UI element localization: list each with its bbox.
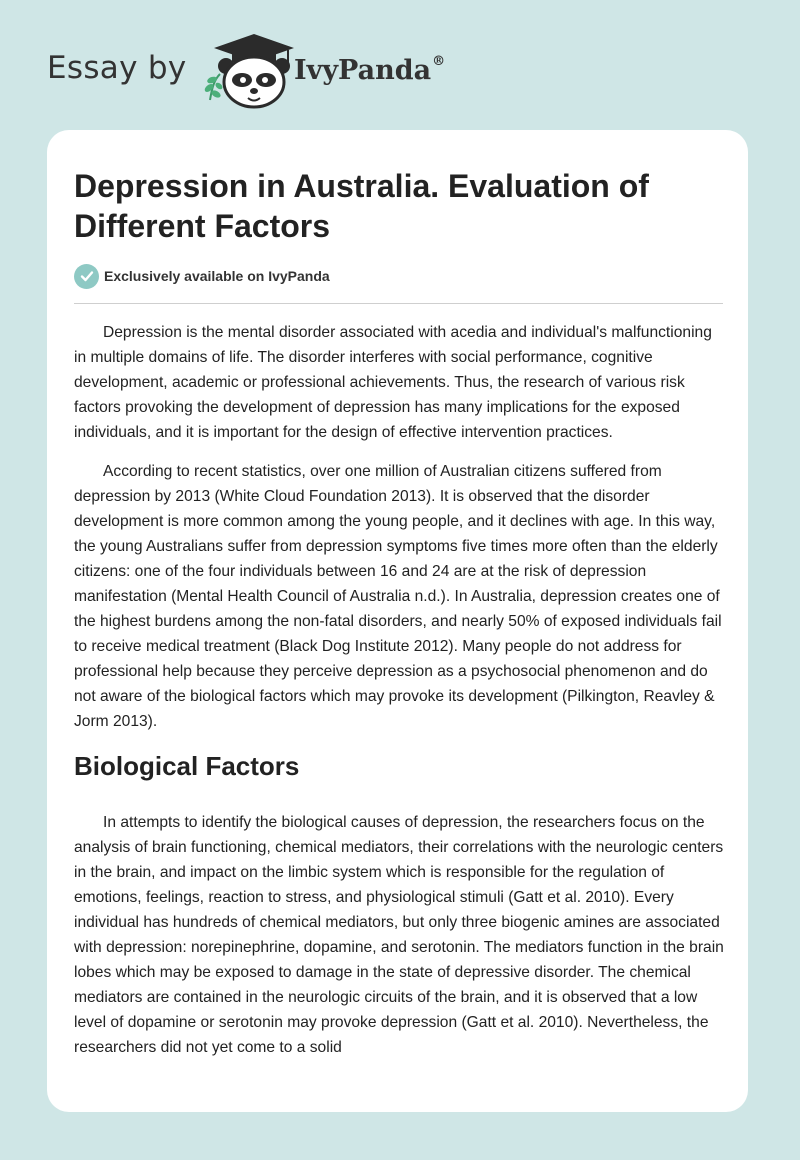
page-title: Depression in Australia. Evaluation of Different Factors [74,168,649,244]
registered-mark: ® [432,54,446,69]
paragraph: Depression is the mental disorder associated with acedia and individual's malfunctioning in multiple domains of life. The disorder interferes with social performance, cognitive development, academic or professional achievements. Thus, the research of various risk factors provoking the development of depression has many implications for the exposed individuals, and it is important for the design of effective intervention practices. [74,324,712,441]
checkmark-icon [74,264,99,289]
paragraph: In attempts to identify the biological causes of depression, the researchers focus on the analysis of brain functioning, chemical mediators, their correlations with the neurologic centers in the brain, and impact on the limbic system which is responsible for the regulation of emotions, feelings, reaction to stress, and physiological stimuli (Gatt et al. 2010). Every individual has hundreds of chemical mediators, but only three biogenic amines are associated with depression: norepinephrine, dopamine, and serotonin. The mediators function in the brain lobes which may be exposed to damage in the state of depressive disorder. The chemical mediators are contained in the neurologic circuits of the brain, and it is observed that a low level of dopamine or serotonin may provoke depression (Gatt et al. 2010). Nevertheless, the researchers did not yet come to a solid [74,814,724,1056]
divider [74,303,723,304]
site-header [0,0,800,130]
panda-graduate-logo-icon[interactable] [200,30,296,110]
ivypanda-brand-name[interactable]: IvyPanda® [294,54,446,86]
exclusive-badge [74,263,330,289]
paragraph: According to recent statistics, over one million of Australian citizens suffered from depression by 2013 (White Cloud Foundation 2013). It is observed that the disorder development is more common among the young people, and it declines with age. In this way, the young Australians suffer from depression symptoms five times more often than the elderly citizens: one of the four individuals between 16 and 24 are at the risk of depression manifestation (Mental Health Council of Australia n.d.). In Australia, depression creates one of the highest burdens among the non-fatal disorders, and nearly 50% of exposed individuals fail to receive medical treatment (Black Dog Institute 2012). Many people do not address for professional help because they perceive depression as a psychosocial phenomenon and do not aware of the biological factors which may provoke its development (Pilkington, Reavley & Jorm 2013). [74,463,722,730]
essay-by-label: Essay by [47,50,187,86]
essay-body [74,320,724,1074]
badge-label: Exclusively available on IvyPanda [104,268,330,284]
section-heading: Biological Factors [74,751,300,781]
essay-card [47,130,748,1112]
